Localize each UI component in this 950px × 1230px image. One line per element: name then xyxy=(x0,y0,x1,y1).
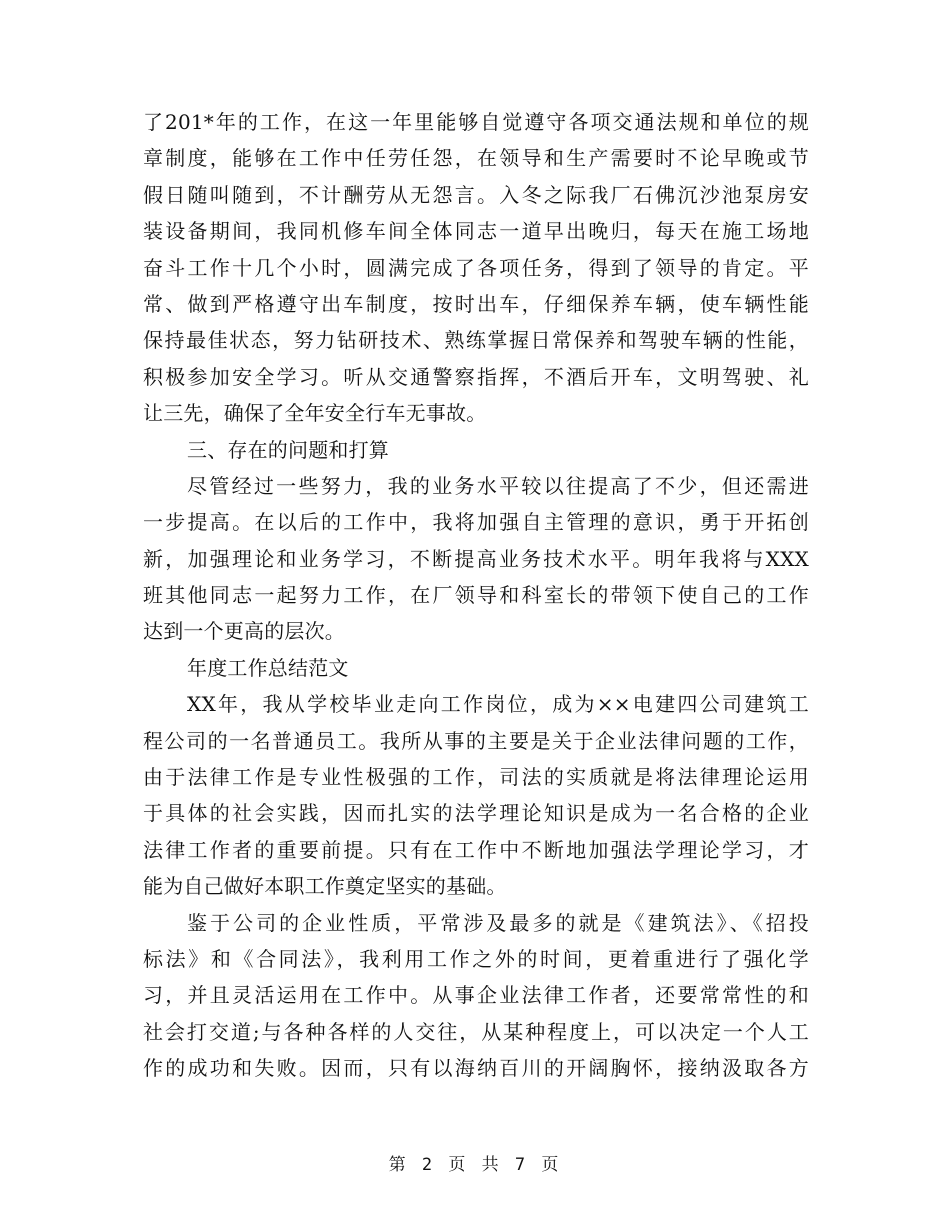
text-line: 让三先，确保了全年安全行车无事故。 xyxy=(143,401,487,426)
text-line: 社会打交道;与各种各样的人交往，从某种程度上，可以决定一个人工 xyxy=(143,1019,809,1044)
text-line: 于具体的社会实践，因而扎实的法学理论知识是成为一名合格的企业 xyxy=(143,801,809,826)
page-footer: 第 2 页 共 7 页 xyxy=(388,1155,562,1175)
text-line: 装设备期间，我同机修车间全体同志一道早出晚归，每天在施工场地 xyxy=(143,219,809,244)
text-line: 班其他同志一起努力工作，在厂领导和科室长的带领下使自己的工作 xyxy=(143,583,809,608)
text-line: 达到一个更高的层次。 xyxy=(143,619,345,644)
text-line: 章制度，能够在工作中任劳任怨，在领导和生产需要时不论早晚或节 xyxy=(143,146,809,171)
text-line: 积极参加安全学习。听从交通警察指挥，不酒后开车，文明驾驶、礼 xyxy=(143,364,809,389)
text-line: 保持最佳状态，努力钻研技术、熟练掌握日常保养和驾驶车辆的性能， xyxy=(143,328,809,353)
section-heading: 三、存在的问题和打算 xyxy=(187,437,389,462)
text-line: 一步提高。在以后的工作中，我将加强自主管理的意识，勇于开拓创 xyxy=(143,510,809,535)
text-line: 新，加强理论和业务学习，不断提高业务技术水平。明年我将与XXX xyxy=(143,546,809,571)
text-line: 能为自己做好本职工作奠定坚实的基础。 xyxy=(143,874,507,899)
text-line: 法律工作者的重要前提。只有在工作中不断地加强法学理论学习，才 xyxy=(143,837,809,862)
text-line: 常、做到严格遵守出车制度，按时出车，仔细保养车辆，使车辆性能 xyxy=(143,291,809,316)
text-line: 假日随叫随到，不计酬劳从无怨言。入冬之际我厂石佛沉沙池泵房安 xyxy=(143,182,809,207)
text-line: 程公司的一名普通员工。我所从事的主要是关于企业法律问题的工作， xyxy=(143,728,809,753)
document-body xyxy=(143,104,809,1087)
text-line: 奋斗工作十几个小时，圆满完成了各项任务，得到了领导的肯定。平 xyxy=(143,255,809,280)
text-line: 鉴于公司的企业性质，平常涉及最多的就是《建筑法》、《招投 xyxy=(187,910,809,935)
document-title: 年度工作总结范文 xyxy=(187,655,349,680)
text-line: 了201*年的工作，在这一年里能够自觉遵守各项交通法规和单位的规 xyxy=(143,110,809,134)
text-line: 作的成功和失败。因而，只有以海纳百川的开阔胸怀，接纳汲取各方 xyxy=(143,1056,809,1081)
text-line: 由于法律工作是专业性极强的工作，司法的实质就是将法律理论运用 xyxy=(143,765,809,790)
text-line: XX年，我从学校毕业走向工作岗位，成为××电建四公司建筑工 xyxy=(187,692,809,717)
text-line: 标法》和《合同法》，我利用工作之外的时间，更着重进行了强化学 xyxy=(143,946,809,971)
text-line: 尽管经过一些努力，我的业务水平较以往提高了不少，但还需进 xyxy=(187,473,809,498)
text-line: 习，并且灵活运用在工作中。从事企业法律工作者，还要常常性的和 xyxy=(143,983,809,1008)
